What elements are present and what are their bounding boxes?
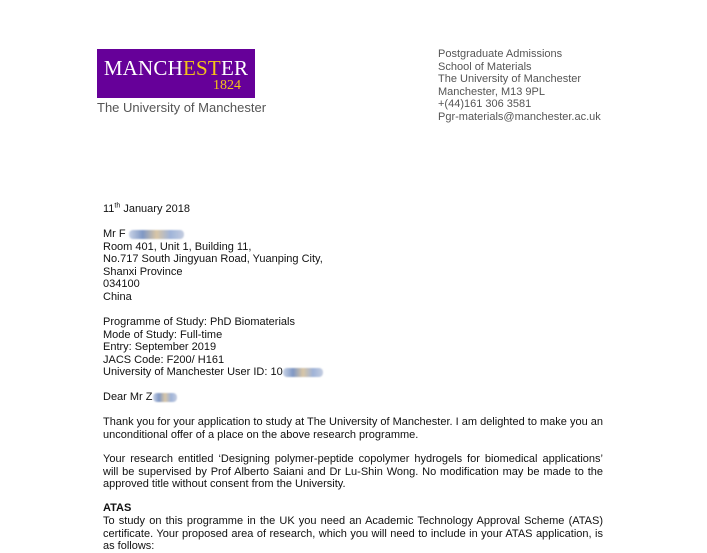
sender-email: Pgr-materials@manchester.ac.uk bbox=[438, 110, 601, 123]
greeting: Dear Mr Z bbox=[103, 391, 153, 403]
sender-line: The University of Manchester bbox=[438, 73, 582, 86]
logo-word-part1: MANCH bbox=[103, 56, 183, 80]
logo-year: 1824 bbox=[213, 78, 241, 93]
programme-details bbox=[103, 316, 603, 379]
atas-paragraph: To study on this programme in the UK you need an Academic Technology Approval Scheme (ATAS) certificate. Your proposed area of research, which you will need to include in your ATAS application, is as follows: bbox=[103, 515, 603, 553]
logo-caption: The University of Manchester bbox=[97, 100, 267, 115]
recipient-line: Room 401, Unit 1, Building 11, bbox=[103, 240, 252, 253]
logo-word-part3: ER bbox=[220, 56, 249, 80]
date-day: 11 bbox=[103, 203, 115, 215]
offer-paragraph: Thank you for your application to study at The University of Manchester. I am delighted to make you an unconditional offer of a place on the above research programme. bbox=[103, 416, 603, 441]
sender-address bbox=[438, 48, 601, 124]
programme-line: Entry: September 2019 bbox=[103, 341, 217, 354]
sender-line: School of Materials bbox=[438, 60, 532, 73]
letter-date bbox=[103, 203, 603, 216]
programme-line: Programme of Study: PhD Biomaterials bbox=[103, 316, 295, 328]
sender-line: Manchester, M13 9PL bbox=[438, 85, 546, 98]
greeting-line bbox=[103, 391, 603, 404]
logo-word-part2: EST bbox=[183, 56, 221, 80]
recipient-name: Mr F bbox=[103, 228, 126, 240]
redacted-user-id bbox=[283, 368, 323, 377]
redacted-greeting-name bbox=[153, 393, 177, 402]
sender-line: +(44)161 306 3581 bbox=[438, 98, 532, 111]
recipient-name-line bbox=[103, 228, 603, 241]
recipient-line: Shanxi Province bbox=[103, 265, 183, 278]
user-id-label: University of Manchester User ID: 10 bbox=[103, 366, 283, 379]
sender-line: Postgraduate Admissions bbox=[438, 48, 563, 60]
date-suffix: th bbox=[114, 202, 121, 210]
user-id-line bbox=[103, 366, 603, 379]
redacted-name bbox=[129, 230, 184, 239]
date-rest: January 2018 bbox=[120, 203, 190, 215]
atas-heading: ATAS bbox=[103, 502, 132, 514]
recipient-line: No.717 South Jingyuan Road, Yuanping City, bbox=[103, 253, 323, 266]
research-paragraph: Your research entitled ‘Designing polymer-peptide copolymer hydrogels for biomedical applications’ will be supervised by Prof Alberto Saiani and Dr Lu-Shin Wong. No modification may be made to the approved title without consent from the University. bbox=[103, 453, 603, 491]
logo-wordmark bbox=[97, 58, 255, 78]
programme-line: JACS Code: F200/ H161 bbox=[103, 353, 225, 366]
recipient-line: China bbox=[103, 290, 132, 303]
recipient-address bbox=[103, 228, 603, 304]
programme-line: Mode of Study: Full-time bbox=[103, 328, 223, 341]
recipient-line: 034100 bbox=[103, 278, 140, 291]
university-logo bbox=[97, 49, 255, 98]
